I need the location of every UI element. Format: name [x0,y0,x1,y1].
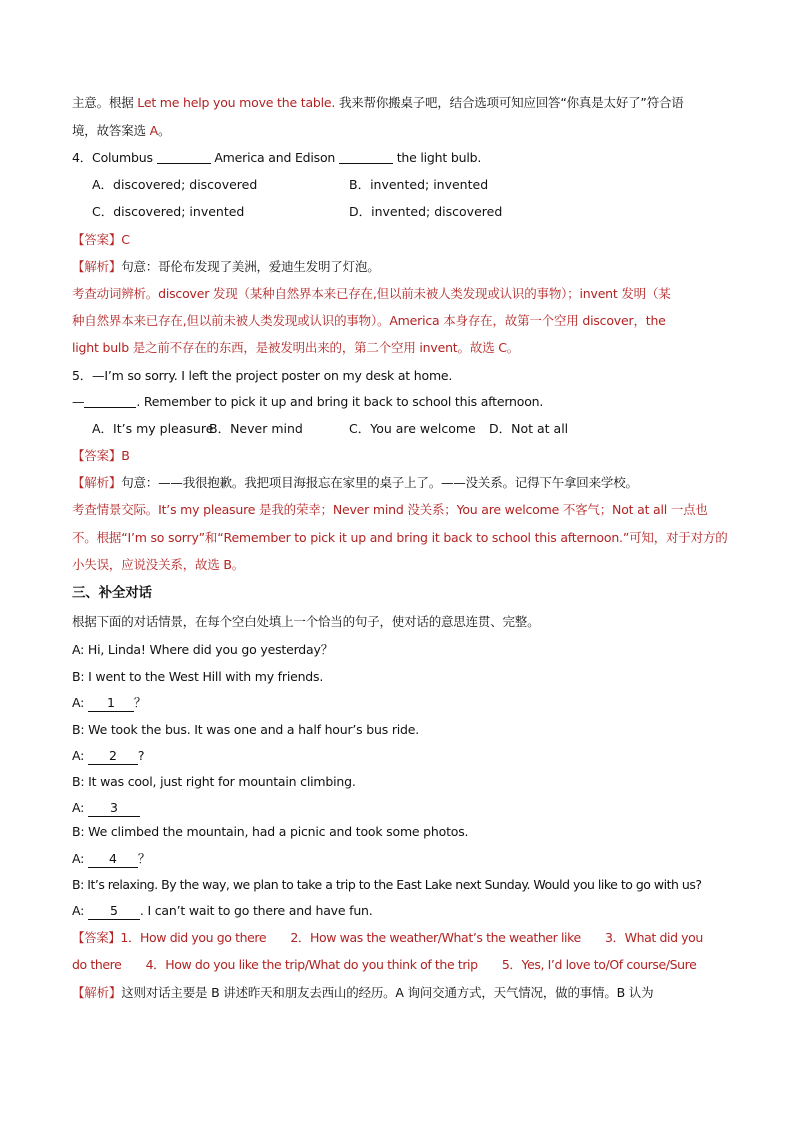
q5-option-b: B．Never mind [209,421,303,436]
q5-blank [84,393,136,408]
q4-blank-2 [339,149,393,164]
q5-line-2: — . Remember to pick it up and bring it back to school this afternoon. [72,394,544,409]
q5-analysis-4: 小失误，应说没关系，故选 B。 [72,557,245,572]
dialogue-blank-5: 5 [88,903,140,920]
q4-option-c: C．discovered; invented [92,204,245,219]
q5-option-c: C．You are welcome [349,421,476,436]
q4-analysis-1: 【解析】句意：哥伦布发现了美洲，爱迪生发明了灯泡。 [72,259,380,274]
dialogue-blank-3: 3 [88,800,140,817]
section-instruction: 根据下面的对话情景，在每个空白处填上一个恰当的句子，使对话的意思连贯、完整。 [72,614,540,629]
dialogue-b4: B: We climbed the mountain, had a picnic and took some photos. [72,824,469,839]
q4-analysis-3: 种自然界本来已存在,但以前未被人类发现或认识的事物）。America 本身存在，故第一个空用 discover，the [72,313,666,328]
dialogue-b5: B: It’s relaxing. By the way, we plan to take a trip to the East Lake next Sunday. Would you like to go with us? [72,877,702,892]
q4-analysis-2: 考查动词辨析。discover 发现（某种自然界本来已存在,但以前未被人类发现或认识的事物）；invent 发明（某 [72,286,671,301]
q3-analysis-line-2: 境，故答案选 A。 [72,123,171,138]
dialogue-a2: A: 1 ？ [72,695,147,710]
q4-blank-1 [157,149,211,164]
dialogue-blank-4: 4 [88,851,138,868]
dialogue-b2: B: We took the bus. It was one and a half hour’s bus ride. [72,722,420,737]
q4-answer: 【答案】C [72,232,130,247]
dialogue-answer-1: 【答案】1．How did you go there 2．How was the weather/What’s the weather like 3．What did you [72,930,703,945]
q5-line-1: 5．—I’m so sorry. I left the project poster on my desk at home. [72,368,453,383]
q5-analysis-2: 考查情景交际。It’s my pleasure 是我的荣幸；Never mind 没关系；You are welcome 不客气；Not at all 一点也 [72,502,708,517]
q5-option-d: D．Not at all [489,421,569,436]
dialogue-b1: B: I went to the West Hill with my friends. [72,669,324,684]
q5-answer: 【答案】B [72,448,130,463]
q4-stem: 4．Columbus America and Edison the light bulb. [72,150,482,165]
dialogue-a5: A: 4 ？ [72,851,151,866]
section-heading: 三、补全对话 [72,585,152,601]
dialogue-a6: A: 5 . I can’t wait to go there and have fun. [72,903,373,918]
q5-analysis-3: 不。根据“I’m so sorry”和“Remember to pick it up and bring it back to school this afternoon.”可知，对于对方的 [72,530,728,545]
q5-option-a: A．It’s my pleasure [92,421,214,436]
dialogue-a4: A: 3 [72,798,732,818]
dialogue-blank-2: 2 [88,748,138,765]
q4-analysis-4: light bulb 是之前不存在的东西，是被发明出来的，第二个空用 invent。故选 C。 [72,340,520,355]
q5-analysis-1: 【解析】句意：——我很抱歉。我把项目海报忘在家里的桌子上了。——没关系。记得下午拿回来学校。 [72,475,638,490]
dialogue-a1: A: Hi, Linda! Where did you go yesterday？ [72,642,333,657]
dialogue-analysis: 【解析】这则对话主要是 B 讲述昨天和朋友去西山的经历。A 询问交通方式，天气情况，做的事情。B 认为 [72,985,654,1000]
dialogue-blank-1: 1 [88,695,134,712]
q3-analysis-line-1: 主意。根据 Let me help you move the table. 我来帮你搬桌子吧，结合选项可知应回答“你真是太好了”符合语 [72,95,684,110]
dialogue-a3: A: 2 ? [72,748,145,763]
q4-option-d: D．invented; discovered [349,204,503,219]
dialogue-b3: B: It was cool, just right for mountain climbing. [72,774,356,789]
q4-option-a: A．discovered; discovered [92,177,258,192]
q4-option-b: B．invented; invented [349,177,489,192]
dialogue-answer-2: do there 4．How do you like the trip/What do you think of the trip 5．Yes, I’d love to/Of course/Sure [72,957,697,972]
